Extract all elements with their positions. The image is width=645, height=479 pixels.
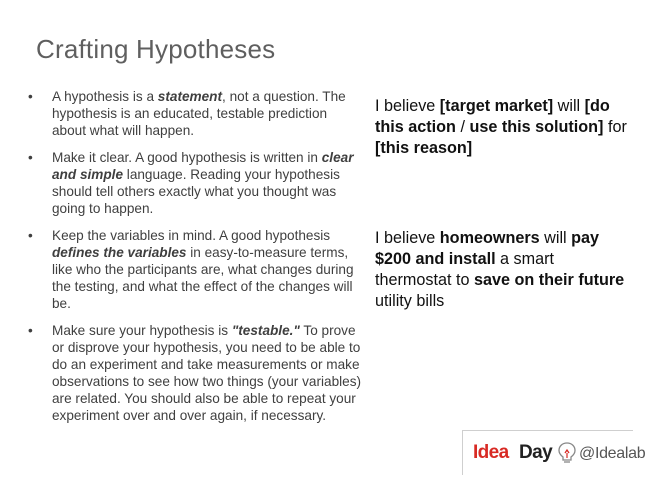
example-text: a smart thermostat to: [375, 250, 555, 289]
bullet-emphasis: "testable.": [231, 323, 300, 338]
bullet-text: To prove or disprove your hypothesis, you need to be able to do an experiment and take measurements or make observations to see how two things (your variables) are related. You should also be able to repeat your experiment over and over again, if necessary.: [52, 323, 362, 423]
bullet-emphasis: statement: [157, 89, 223, 104]
bullet-symbol: •: [28, 323, 33, 338]
bullet-item: [28, 227, 363, 312]
example-text: I believe: [375, 229, 440, 247]
bullet-text: A hypothesis is a: [52, 89, 158, 104]
hypothesis-template: [375, 96, 630, 159]
template-placeholder: [target market]: [439, 97, 554, 115]
bullet-emphasis: defines the variables: [52, 245, 187, 260]
hypothesis-example: [375, 228, 630, 312]
template-text: /: [455, 118, 470, 136]
bullet-text: Keep the variables in mind. A good hypothesis: [52, 228, 331, 243]
bullet-list: [28, 88, 363, 424]
bullet-item: [28, 322, 363, 424]
bullet-item: [28, 88, 363, 139]
bullet-text: Make it clear. A good hypothesis is written in: [52, 150, 322, 165]
logo-day-text: Day: [519, 442, 553, 463]
template-text: I believe: [375, 97, 440, 115]
example-highlight: homeowners: [439, 229, 540, 247]
bullet-text: Make sure your hypothesis is: [52, 323, 232, 338]
template-text: for: [603, 118, 627, 136]
bullet-symbol: •: [28, 89, 33, 104]
example-text: utility bills: [375, 292, 445, 310]
logo-handle: @Idealab: [579, 445, 645, 462]
example-text: will: [539, 229, 572, 247]
template-placeholder: [this reason]: [375, 139, 473, 157]
example-highlight: save on their future: [473, 271, 625, 289]
example-highlight: pay $200 and install: [375, 229, 600, 268]
logo-idea-text: Idea: [473, 442, 509, 463]
bullet-emphasis: clear and simple: [52, 150, 354, 182]
bullet-symbol: •: [28, 228, 33, 243]
bullet-item: [28, 149, 363, 217]
template-placeholder: [do this action: [375, 97, 610, 136]
bullet-text: language. Reading your hypothesis should tell others exactly what you thought was going to happen.: [52, 167, 340, 216]
bullet-symbol: •: [28, 150, 33, 165]
ideaday-logo: [462, 430, 645, 475]
bullet-text: , not a question. The hypothesis is an educated, testable prediction about what will happen.: [52, 89, 346, 138]
bullet-text: in easy-to-measure terms, like who the participants are, what changes during the testing, and what the effect of the changes will be.: [52, 245, 354, 311]
lightbulb-icon: [557, 441, 577, 465]
template-placeholder: use this solution]: [469, 118, 604, 136]
template-text: will: [553, 97, 585, 115]
slide-title: Crafting Hypotheses: [36, 34, 276, 64]
